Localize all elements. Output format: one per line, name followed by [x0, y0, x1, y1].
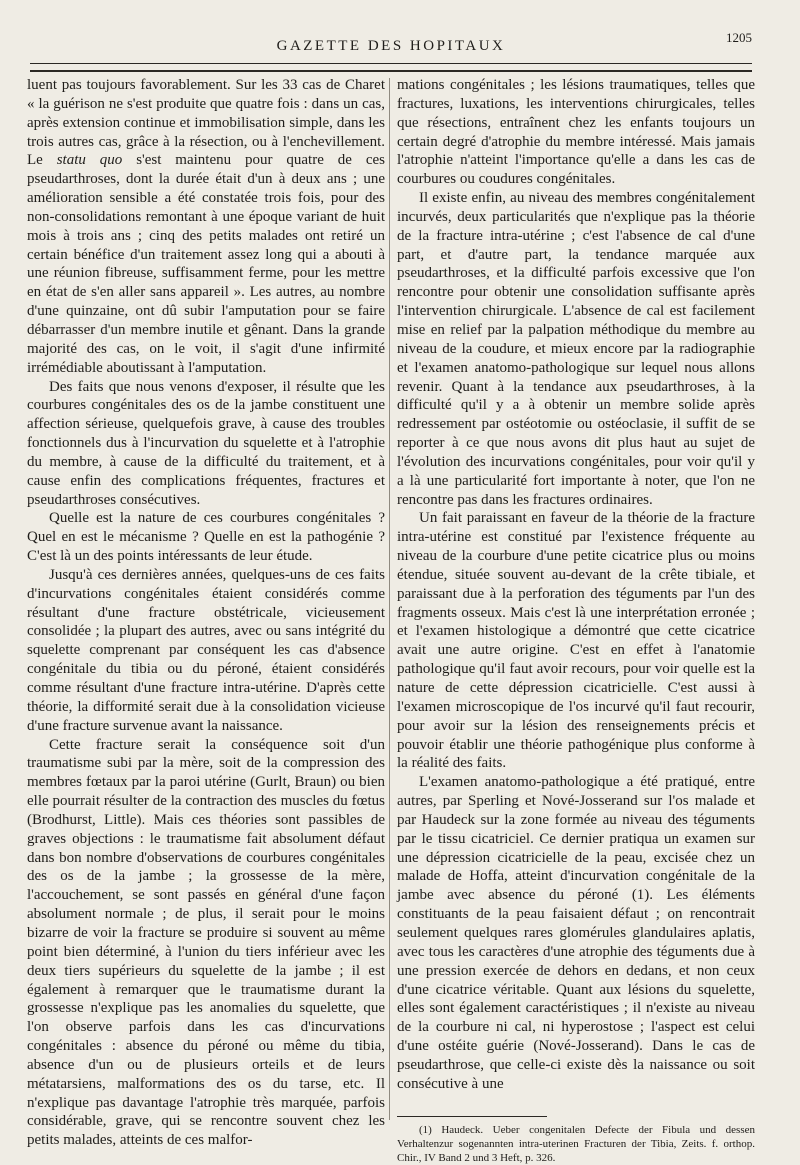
page-header: [30, 30, 752, 60]
paragraph: Un fait paraissant en faveur de la théorie de la fracture intra-utérine est constitué par l'existence fréquente au niveau de la courbure d'une petite cicatrice plus ou moins étendue, située souvent au-devant de la crête tibiale, et paraissant due à la perforation des téguments par l'un des fragments osseux. Mais c'est là une interprétation erronée ; et l'examen histologique a démontré que cette cicatrice avait une autre origine. C'est en effet à l'anatomie pathologique qu'il faut avoir recours, pour voir quelle est la nature de cette dépression cicatricielle. C'est aussi à l'examen microscopique de l'os incurvé qu'il faut recourir, pour avoir sur la lésion des renseignements précis et pouvoir établir une théorie pathogénique plus conforme à la réalité des faits.: [397, 510, 755, 772]
right-column: [397, 76, 755, 1165]
italic-phrase: statu quo: [56, 152, 123, 169]
header-rule-thick: [30, 70, 752, 72]
paragraph: Des faits que nous venons d'exposer, il résulte que les courbures congénitales des os de la jambe constituent une affection sérieuse, quelquefois grave, à cause des troubles fonctionnels dus à l'incurvation du squelette et à l'atrophie du membre, à cause de la difficulté du traitement, et à cause enfin des complications fréquentes, fractures et pseudarthroses consécutives.: [27, 378, 385, 508]
page-number: 1205: [726, 30, 752, 45]
paragraph: mations congénitales ; les lésions traumatiques, telles que fractures, luxations, les interventions chirurgicales, telles que résections, entraînent chez les enfants toujours un certain degré d'atrophie du membre intéressé. Mais jamais l'atrophie n'atteint l'importance qu'elle a dans les cas de courbures ou coudures congénitales.: [397, 77, 755, 188]
left-column: [27, 76, 385, 1150]
footnote-rule: [397, 1116, 547, 1117]
footnote: (1) Haudeck. Ueber congenitalen Defecte der Fibula und dessen Verhaltenzur sogenannten intra-uterinen Fracturen der Tibia, Zeits. f. orthop. Chir., IV Band 2 und 3 Heft, p. 326.: [397, 1123, 755, 1164]
column-divider: [389, 78, 390, 1120]
paragraph: Il existe enfin, au niveau des membres congénitalement incurvés, deux particularités que n'explique pas la théorie de la fracture intra-utérine ; c'est l'absence de cal d'une part, et d'autre part, la tendance marquée aux pseudarthroses, et la difficulté parfois excessive que l'on rencontre pour obtenir une consolidation suffisante après l'intervention chirurgicale. L'absence de cal est facilement mise en relief par la palpation méthodique du membre au niveau de la coudure, et mieux encore par la radiographie et l'examen anatomo-pathologique sur lequel nous allons revenir. Quant à la tendance aux pseudarthroses, à la difficulté qu'il y a à obtenir un membre solide après redressement par ostéotomie ou ostéoclasie, il suffit de se reporter à ce que nous avons dit plus haut au sujet de l'évolution des incurvations congénitales, pour voir qu'il y a là une particularité fort importante à noter, que l'on ne rencontre pas dans les fractures ordinaires.: [397, 190, 755, 508]
paragraph: Quelle est la nature de ces courbures congénitales ? Quel en est le mécanisme ? Quelle en est la pathogénie ? C'est là un des points intéressants de leur étude.: [27, 510, 385, 565]
paragraph: L'examen anatomo-pathologique a été pratiqué, entre autres, par Sperling et Nové-Josserand sur l'os malade et par Haudeck sur la zone formée au niveau des téguments par le tissu cicatriciel. Ce dernier pratiqua un examen sur une dépression cicatricielle de la peau, excisée chez un malade de Hoffa, atteint d'incurvation congénitale de la jambe avec absence du péroné (1). Les éléments constituants de la peau faisaient défaut ; on rencontrait seulement quelques rares glomérules glandulaires aplatis, avec tous les caractères d'une atrophie des téguments due à une pression exercée de dehors en dedans, et non ceux d'une cicatrice véritable. Quant aux lésions du squelette, elles sont également caractéristiques ; il n'existe au niveau de la courbure ni cal, ni hyperostose ; l'aspect est celui d'une ostéite guérie (Nové-Josserand). Dans le cas de pseudarthrose, que celle-ci existe dès la naissance ou soit consécutive à une: [397, 774, 755, 1092]
paragraph: Jusqu'à ces dernières années, quelques-uns de ces faits d'incurvations congénitales étaient considérés comme résultant d'une fracture obstétricale, vicieusement consolidée ; la plupart des autres, avec ou sans intégrité du squelette comprenant par conséquent les cas d'absence congénitale du tibia ou du péroné, étaient considérés comme résultant d'une fracture intra-utérine. D'après cette théorie, la difformité serait due à la consolidation vicieuse d'une fracture survenue avant la naissance.: [27, 566, 385, 734]
paragraph: Cette fracture serait la conséquence soit d'un traumatisme subi par la mère, soit de la compression des membres fœtaux par la paroi utérine (Gurlt, Braun) ou bien elle pourrait résulter de la contraction des muscles du fœtus (Brodhurst, Little). Mais ces théories sont passibles de graves objections : le traumatisme fait absolument défaut dans bon nombre d'observations de courbures congénitales des os de la jambe ; la grossesse de la mère, l'accouchement, se sont passés en général d'une façon absolument normale ; de plus, il serait pour le moins bizarre de voir la fracture se produire si souvent au même point bien déterminé, à l'union du tiers inférieur avec les deux tiers supérieurs du squelette de la jambe ; il est également à remarquer que le traumatisme durant la grossesse n'explique pas les anomalies du squelette, que l'on observe parfois dans les cas d'incurvations congénitales : absence du péroné ou même du tibia, absence d'un ou de plusieurs orteils et de leurs métatarsiens, malformations des os du tarse, etc. Il n'explique pas davantage l'atrophie très marquée, parfois considérable, grave, qui se rencontre souvent chez les petits malades, atteints de ces malfor-: [27, 736, 385, 1149]
paragraph: luent pas toujours favorablement. Sur les 33 cas de Charet « la guérison ne s'est produite que quatre fois : dans un cas, après extension continue et immobilisation simple, dans les trois autres cas, grâce à la résection, ou à l'enchevillement. Le statu quo s'est maintenu pour quatre de ces pseudarthroses, dont la durée était d'un à deux ans ; une amélioration sensible a été constatée trois fois, pour des non-consolidations remontant à une époque variant de huit mois à trois ans ; cinq des petits malades ont retiré un certain bénéfice d'un traitement assez long qui a abouti à une réunion fibreuse, suffisamment ferme, pour les mettre en état de s'en aller sans appareil ». Les autres, au nombre d'une quinzaine, ont dû subir l'amputation pour se faire débarrasser d'un membre inutile et gênant. Dans la grande majorité des cas, on le voit, il s'agit d'une infirmité irrémédiable aboutissant à l'amputation.: [27, 77, 385, 376]
journal-title: GAZETTE DES HOPITAUX: [276, 38, 506, 54]
header-rule-thin: [30, 63, 752, 64]
